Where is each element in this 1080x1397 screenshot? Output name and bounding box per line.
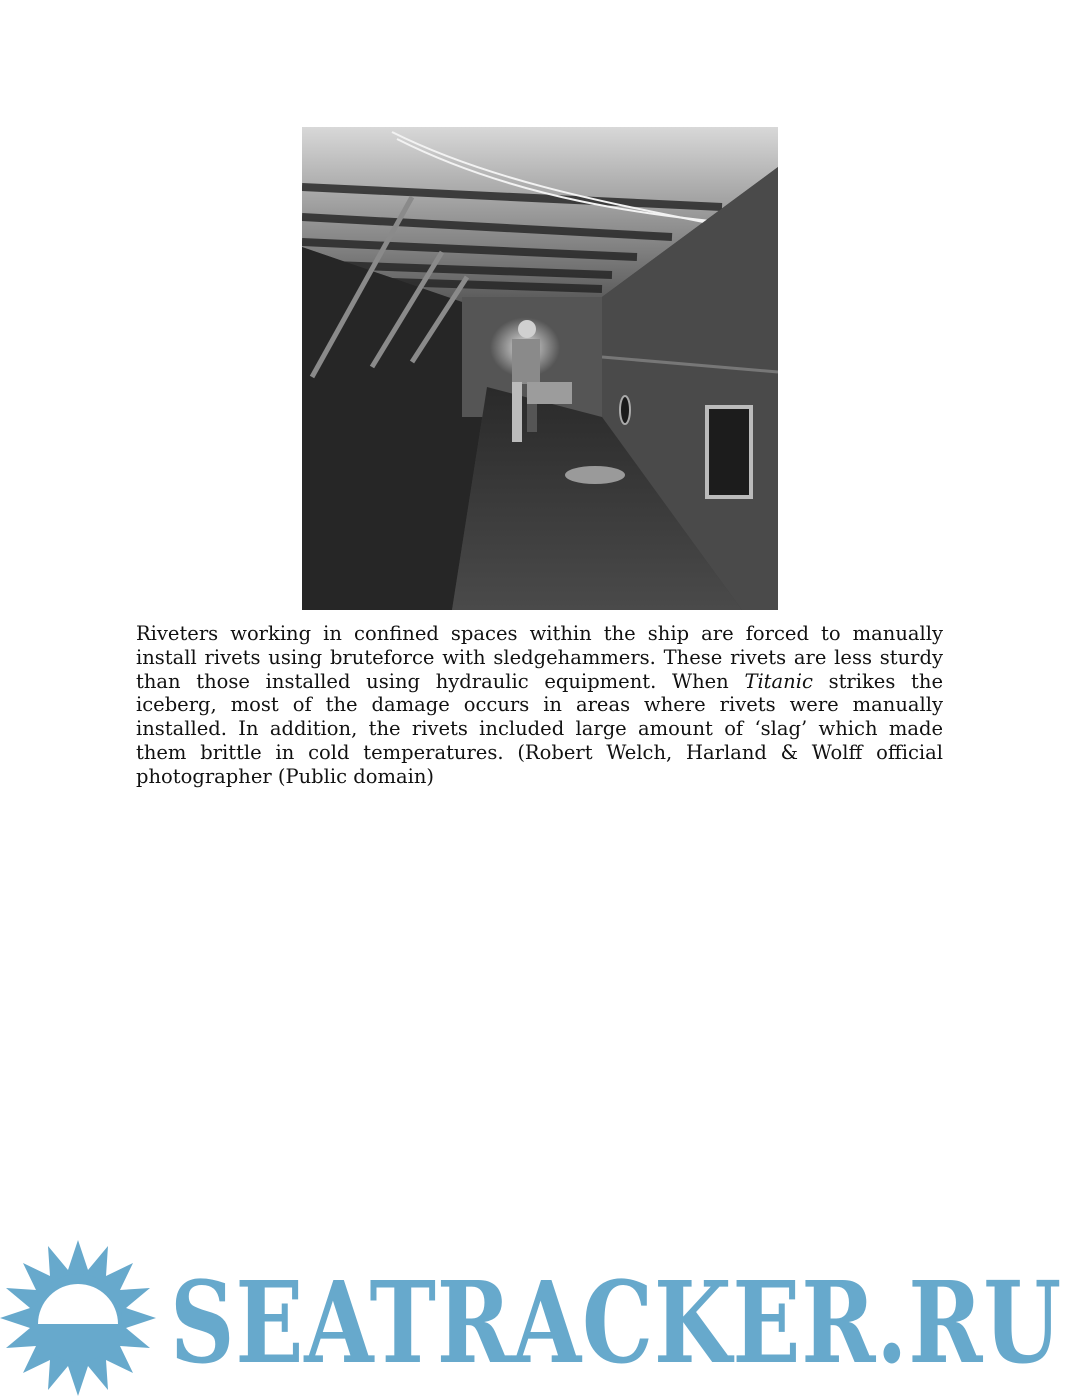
caption-part-2: strikes the iceberg, most of the damage occurs in areas where rivets were manually installed. In addition, the rivets included large amount of ‘slag’ which made them brittle in cold temperatures. (Robert Welch, Harland & Wolff official photographer (Public domain) xyxy=(136,669,943,788)
photo-caption xyxy=(136,622,943,789)
caption-part-1: Riveters working in confined spaces within the ship are forced to manually install rivets using bruteforce with sledgehammers. These rivets are less sturdy than those installed using hydraulic equipment. When xyxy=(136,622,943,693)
sun-logo-icon xyxy=(0,1240,156,1396)
watermark-text: SEATRACKER.RU xyxy=(170,1258,1062,1389)
caption-ship-name: Titanic xyxy=(744,669,813,693)
hull-photo xyxy=(302,127,778,610)
hull-photo-illustration xyxy=(302,127,778,610)
site-watermark xyxy=(0,1238,1080,1397)
